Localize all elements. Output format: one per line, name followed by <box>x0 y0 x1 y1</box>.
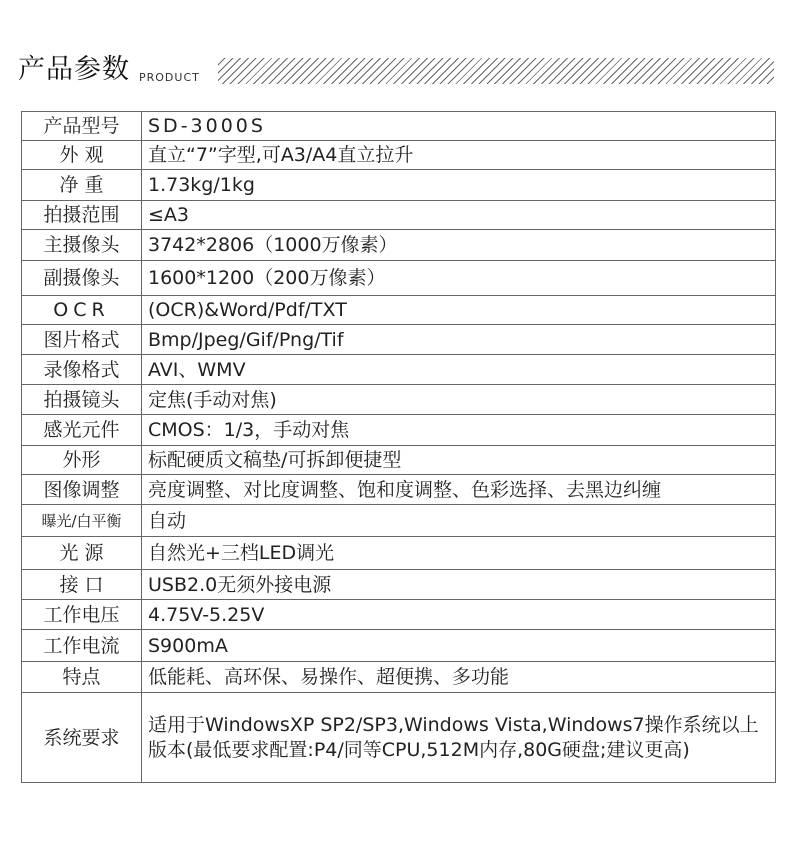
spec-value: AVI、WMV <box>142 355 776 385</box>
spec-label: 拍摄镜头 <box>22 385 142 415</box>
spec-value: ≤A3 <box>142 201 776 230</box>
spec-value: 亮度调整、对比度调整、饱和度调整、色彩选择、去黑边纠缠 <box>142 475 776 505</box>
spec-label: 产品型号 <box>22 112 142 141</box>
spec-label: 录像格式 <box>22 355 142 385</box>
spec-value: 1600*1200（200万像素） <box>142 261 776 296</box>
spec-label: 图片格式 <box>22 325 142 355</box>
spec-value: USB2.0无须外接电源 <box>142 570 776 600</box>
spec-row-image-adjust <box>22 475 776 505</box>
spec-value: Bmp/Jpeg/Gif/Png/Tif <box>142 325 776 355</box>
spec-row-appearance <box>22 141 776 170</box>
spec-value: 4.75V-5.25V <box>142 600 776 630</box>
spec-label: 工作电压 <box>22 600 142 630</box>
spec-row-model <box>22 112 776 141</box>
spec-row-current <box>22 630 776 662</box>
spec-value: 定焦(手动对焦) <box>142 385 776 415</box>
section-title: 产品参数 <box>18 54 130 85</box>
spec-value: 直立“7”字型,可A3/A4直立拉升 <box>142 141 776 170</box>
spec-label: 工作电流 <box>22 630 142 662</box>
spec-row-sensor <box>22 415 776 446</box>
spec-row-exposure <box>22 505 776 537</box>
spec-label: 主摄像头 <box>22 230 142 261</box>
section-subtitle: PRODUCT <box>139 71 200 84</box>
spec-row-features <box>22 662 776 693</box>
spec-row-system-requirements <box>22 693 776 783</box>
spec-row-ocr <box>22 296 776 325</box>
spec-table <box>21 111 776 783</box>
spec-label: 副摄像头 <box>22 261 142 296</box>
spec-row-form <box>22 446 776 475</box>
spec-value: CMOS：1/3，手动对焦 <box>142 415 776 446</box>
spec-label: 光 源 <box>22 537 142 570</box>
spec-row-light-source <box>22 537 776 570</box>
spec-label: 外 观 <box>22 141 142 170</box>
spec-value: S900mA <box>142 630 776 662</box>
spec-row-weight <box>22 170 776 201</box>
spec-row-image-format <box>22 325 776 355</box>
section-header <box>18 52 776 92</box>
spec-value: 适用于WindowsXP SP2/SP3,Windows Vista,Windows7操作系统以上版本(最低要求配置:P4/同等CPU,512M内存,80G硬盘;建议更高) <box>142 693 776 783</box>
spec-label: 净 重 <box>22 170 142 201</box>
spec-label: 外形 <box>22 446 142 475</box>
spec-value: 自动 <box>142 505 776 537</box>
spec-value: (OCR)&Word/Pdf/TXT <box>142 296 776 325</box>
spec-value: 1.73kg/1kg <box>142 170 776 201</box>
spec-row-main-camera <box>22 230 776 261</box>
spec-row-capture-range <box>22 201 776 230</box>
spec-label: 特点 <box>22 662 142 693</box>
spec-value: 低能耗、高环保、易操作、超便携、多功能 <box>142 662 776 693</box>
hatch-decoration <box>218 58 774 84</box>
spec-label: 感光元件 <box>22 415 142 446</box>
spec-row-voltage <box>22 600 776 630</box>
spec-row-video-format <box>22 355 776 385</box>
spec-value: SD-3000S <box>142 112 776 141</box>
spec-row-sub-camera <box>22 261 776 296</box>
spec-label: 系统要求 <box>22 693 142 783</box>
spec-row-lens <box>22 385 776 415</box>
spec-value: 标配硬质文稿垫/可拆卸便捷型 <box>142 446 776 475</box>
spec-label: 接 口 <box>22 570 142 600</box>
spec-label: 曝光/白平衡 <box>22 505 142 537</box>
spec-label: OCR <box>22 296 142 325</box>
spec-label: 图像调整 <box>22 475 142 505</box>
spec-row-interface <box>22 570 776 600</box>
spec-value: 3742*2806（1000万像素） <box>142 230 776 261</box>
spec-label: 拍摄范围 <box>22 201 142 230</box>
spec-value: 自然光+三档LED调光 <box>142 537 776 570</box>
